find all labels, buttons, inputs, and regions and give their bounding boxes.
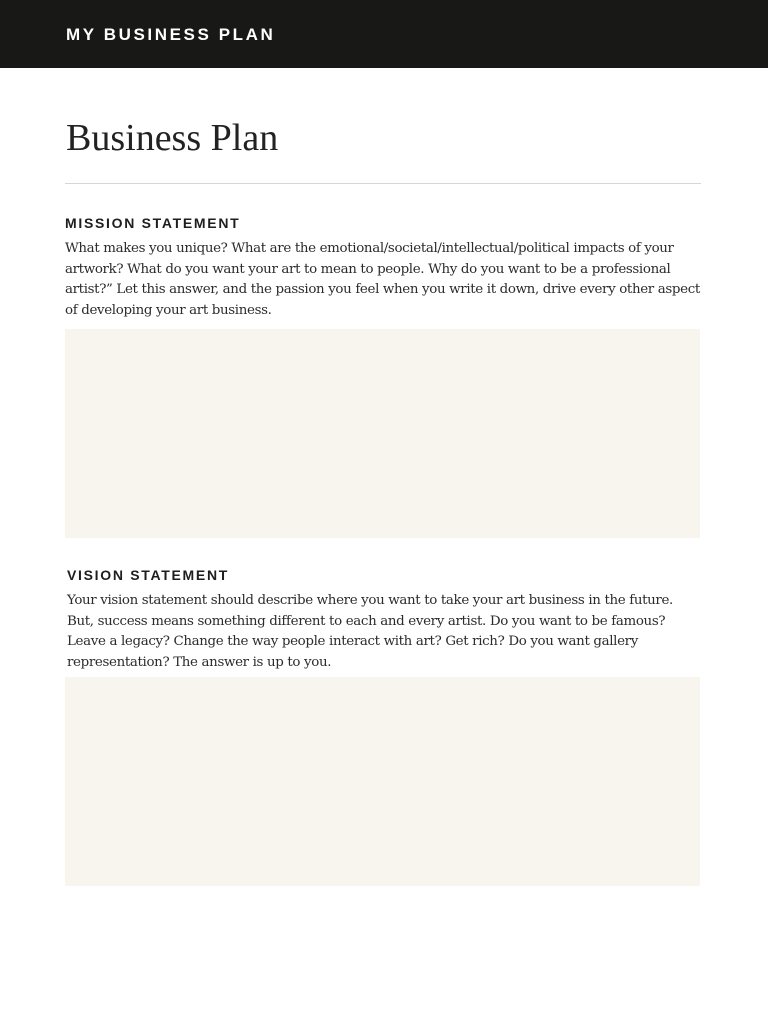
- mission-statement-input[interactable]: [65, 329, 700, 538]
- title-divider: [65, 183, 701, 184]
- mission-statement-description: What makes you unique? What are the emotional/societal/intellectual/political impacts of your artwork? What do you want your art to mean to people. Why do you want to be a professional artist?” Let this answer, and the passion you feel when you write it down, drive every other aspect of developing your art business.: [65, 241, 700, 319]
- page-title: Business Plan: [66, 117, 279, 159]
- top-header-bar: [0, 0, 768, 68]
- vision-statement-description: Your vision statement should describe where you want to take your art business in the future. But, success means something different to each and every artist. Do you want to be famous? Leave a legacy? Change the way people interact with art? Get rich? Do you want gallery representation? The answer is up to you.: [67, 593, 673, 671]
- vision-statement-input[interactable]: [65, 677, 700, 886]
- site-brand-title[interactable]: MY BUSINESS PLAN: [66, 25, 276, 44]
- vision-statement-heading: VISION STATEMENT: [67, 567, 230, 583]
- mission-statement-heading: MISSION STATEMENT: [65, 215, 241, 231]
